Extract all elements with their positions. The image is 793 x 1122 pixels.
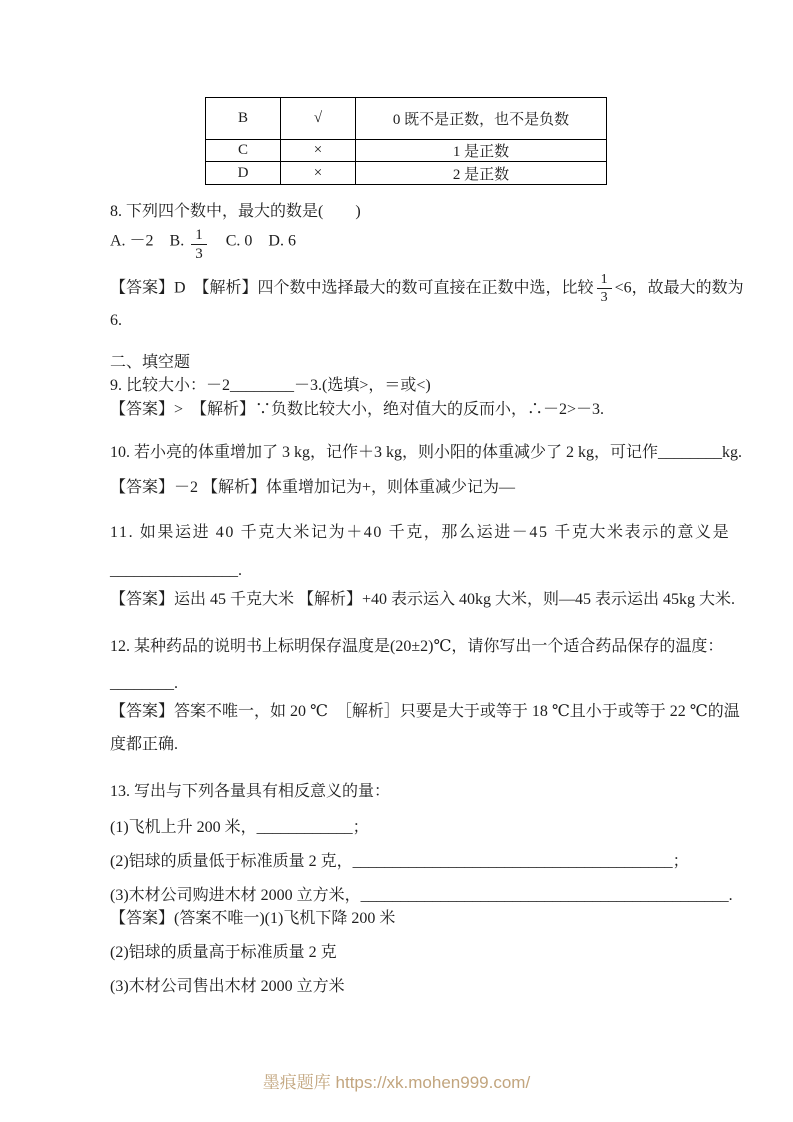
answer-8-suffix: <6，故最大的数为 [614,279,744,297]
fraction-numerator: 1 [597,272,612,289]
fraction-one-third [597,272,612,305]
question-8-stem: 8. 下列四个数中，最大的数是( ) [110,203,361,220]
options-prefix: A. －2 B. [110,232,189,250]
fraction-denominator: 3 [600,290,608,306]
answer-8-prefix: 【答案】D 【解析】四个数中选择最大的数可直接在正数中选，比较 [110,279,594,297]
section-2-heading: 二、填空题 [110,354,191,371]
table-row [206,162,607,185]
answer-13-line1: 【答案】(答案不唯一)(1)飞机下降 200 米 [110,910,396,927]
question-11-stem-line1: 11. 如果运进 40 千克大米记为＋40 千克，那么运进－45 千克大米表示的意义是 [110,524,731,541]
question-11-blank-line: ________________. [110,562,242,579]
table-cell-option: D [206,162,281,185]
question-10-stem: 10. 若小亮的体重增加了 3 kg，记作＋3 kg，则小阳的体重减少了 2 kg，可记作________kg. [110,444,743,461]
cross-mark-icon: × [281,140,356,162]
question-12-stem-line1: 12. 某种药品的说明书上标明保存温度是(20±2)℃，请你写出一个适合药品保存的温度： [110,638,724,655]
question-13-item2: (2)铝球的质量低于标准质量 2 克，________________________________________； [110,853,689,870]
table-cell-option: B [206,98,281,140]
question-13-stem: 13. 写出与下列各量具有相反意义的量： [110,783,391,800]
question-12-blank-line: ________. [110,675,178,692]
answer-9: 【答案】> 【解析】∵负数比较大小，绝对值大的反而小，∴－2>－3. [110,401,605,418]
question-13-item1: (1)飞机上升 200 米，____________； [110,819,369,836]
table-row [206,98,607,140]
judgement-table [205,97,607,185]
answer-13-line2: (2)铝球的质量高于标准质量 2 克 [110,944,337,961]
answer-10: 【答案】－2 【解析】体重增加记为+，则体重减少记为— [110,479,516,496]
answer-8 [110,272,744,305]
table-cell-statement: 2 是正数 [356,162,607,185]
answer-11: 【答案】运出 45 千克大米 【解析】+40 表示运入 40kg 大米，则—45 表示运出 45kg 大米. [110,591,736,608]
question-9-stem: 9. 比较大小：－2________－3.(选填>，＝或<) [110,377,431,394]
table-cell-option: C [206,140,281,162]
options-suffix: C. 0 D. 6 [209,232,296,250]
answer-12-line2: 度都正确. [110,736,179,753]
table-cell-statement: 1 是正数 [356,140,607,162]
question-8-options [110,224,296,263]
answer-12-line1: 【答案】答案不唯一，如 20 ℃ ［解析］只要是大于或等于 18 ℃且小于或等于 22 ℃的温 [110,703,740,720]
question-13-item3: (3)木材公司购进木材 2000 立方米，______________________________________________. [110,887,733,904]
fraction-one-third [191,227,207,262]
answer-8-continuation: 6. [110,312,122,329]
footer-watermark: 墨痕题库 https://xk.mohen999.com/ [262,1073,531,1092]
table-cell-statement: 0 既不是正数，也不是负数 [356,98,607,140]
fraction-denominator: 3 [195,246,203,263]
table-row [206,140,607,162]
fraction-numerator: 1 [191,227,207,245]
cross-mark-icon: × [281,162,356,185]
answer-13-line3: (3)木材公司售出木材 2000 立方米 [110,978,345,995]
check-mark-icon: √ [281,98,356,140]
